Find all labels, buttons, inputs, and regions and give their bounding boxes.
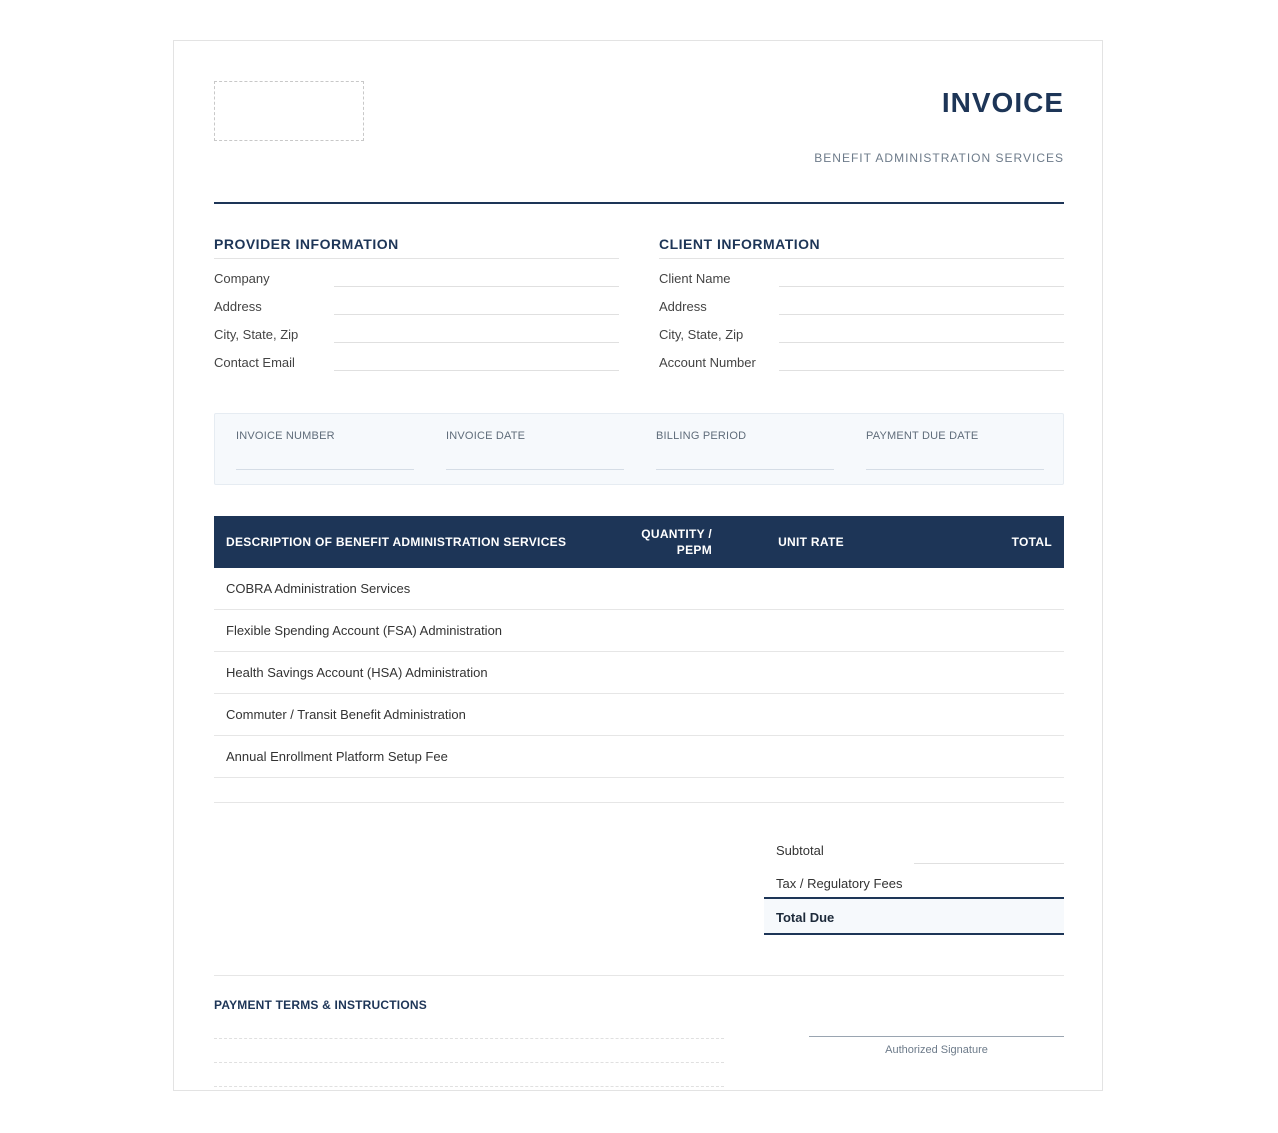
provider-city-row: [214, 315, 619, 343]
column-description: DESCRIPTION OF BENEFIT ADMINISTRATION SERVICES: [214, 516, 614, 568]
invoice-date-field[interactable]: [446, 469, 624, 470]
provider-heading: PROVIDER INFORMATION: [214, 236, 619, 259]
provider-email-field[interactable]: [334, 370, 619, 371]
payment-terms-line[interactable]: [214, 1038, 724, 1039]
invoice-subtitle: BENEFIT ADMINISTRATION SERVICES: [814, 151, 1064, 165]
service-total-cell[interactable]: [898, 610, 1064, 652]
signature-line[interactable]: [809, 1036, 1064, 1037]
column-quantity: QUANTITY / PEPM: [614, 516, 724, 568]
blank-rate-cell[interactable]: [724, 778, 898, 803]
client-address-row: [659, 287, 1064, 315]
service-quantity-cell[interactable]: [614, 652, 724, 694]
payment-terms-heading: PAYMENT TERMS & INSTRUCTIONS: [214, 998, 427, 1012]
client-city-row: [659, 315, 1064, 343]
client-account-row: [659, 343, 1064, 371]
column-total: TOTAL: [898, 516, 1064, 568]
provider-company-label: Company: [214, 271, 270, 286]
service-total-cell[interactable]: [898, 568, 1064, 610]
column-unit-rate: UNIT RATE: [724, 516, 898, 568]
client-account-label: Account Number: [659, 355, 756, 370]
invoice-number-field[interactable]: [236, 469, 414, 470]
service-total-cell[interactable]: [898, 736, 1064, 778]
table-row: [214, 736, 1064, 778]
service-rate-cell[interactable]: [724, 652, 898, 694]
signature-label: Authorized Signature: [885, 1044, 988, 1056]
client-information: [659, 236, 1064, 371]
blank-description-cell[interactable]: [214, 778, 614, 803]
invoice-page: [173, 40, 1103, 1091]
service-description: Commuter / Transit Benefit Administration: [214, 694, 614, 736]
table-row: [214, 568, 1064, 610]
provider-address-label: Address: [214, 299, 262, 314]
invoice-number-label: INVOICE NUMBER: [236, 430, 335, 442]
table-row: [214, 694, 1064, 736]
service-rate-cell[interactable]: [724, 736, 898, 778]
invoice-meta-box: [214, 413, 1064, 485]
total-due-row: [764, 899, 1064, 935]
provider-email-label: Contact Email: [214, 355, 295, 370]
service-description: Health Savings Account (HSA) Administration: [214, 652, 614, 694]
provider-company-row: [214, 259, 619, 287]
service-description: COBRA Administration Services: [214, 568, 614, 610]
subtotal-row: [764, 831, 1064, 864]
invoice-title: INVOICE: [941, 87, 1064, 118]
provider-address-row: [214, 287, 619, 315]
client-address-label: Address: [659, 299, 707, 314]
payment-terms-line[interactable]: [214, 1062, 724, 1063]
tax-label: Tax / Regulatory Fees: [776, 876, 903, 891]
blank-quantity-cell[interactable]: [614, 778, 724, 803]
service-description: Annual Enrollment Platform Setup Fee: [214, 736, 614, 778]
header-divider: [214, 202, 1064, 204]
footer-divider: [214, 975, 1064, 976]
totals-block: [764, 831, 1064, 935]
service-quantity-cell[interactable]: [614, 694, 724, 736]
subtotal-label: Subtotal: [776, 843, 824, 858]
services-table: [214, 516, 1064, 803]
client-heading: CLIENT INFORMATION: [659, 236, 1064, 259]
client-city-label: City, State, Zip: [659, 327, 744, 342]
table-header-row: [214, 516, 1064, 568]
total-due-label: Total Due: [776, 910, 835, 925]
service-rate-cell[interactable]: [724, 610, 898, 652]
service-total-cell[interactable]: [898, 652, 1064, 694]
payment-due-date-label: PAYMENT DUE DATE: [866, 430, 979, 442]
invoice-date-label: INVOICE DATE: [446, 430, 526, 442]
table-row: [214, 652, 1064, 694]
client-name-label: Client Name: [659, 271, 731, 286]
logo-placeholder[interactable]: [214, 81, 364, 141]
service-quantity-cell[interactable]: [614, 568, 724, 610]
service-description: Flexible Spending Account (FSA) Administration: [214, 610, 614, 652]
provider-information: [214, 236, 619, 371]
billing-period-field[interactable]: [656, 469, 834, 470]
provider-city-label: City, State, Zip: [214, 327, 299, 342]
provider-email-row: [214, 343, 619, 371]
table-row: [214, 610, 1064, 652]
service-total-cell[interactable]: [898, 694, 1064, 736]
blank-total-cell[interactable]: [898, 778, 1064, 803]
service-rate-cell[interactable]: [724, 694, 898, 736]
tax-row: [764, 864, 1064, 899]
service-quantity-cell[interactable]: [614, 736, 724, 778]
client-name-row: [659, 259, 1064, 287]
billing-period-label: BILLING PERIOD: [656, 430, 747, 442]
service-quantity-cell[interactable]: [614, 610, 724, 652]
payment-due-date-field[interactable]: [866, 469, 1044, 470]
service-rate-cell[interactable]: [724, 568, 898, 610]
table-row-blank: [214, 778, 1064, 803]
client-account-field[interactable]: [779, 370, 1064, 371]
payment-terms-line[interactable]: [214, 1086, 724, 1087]
